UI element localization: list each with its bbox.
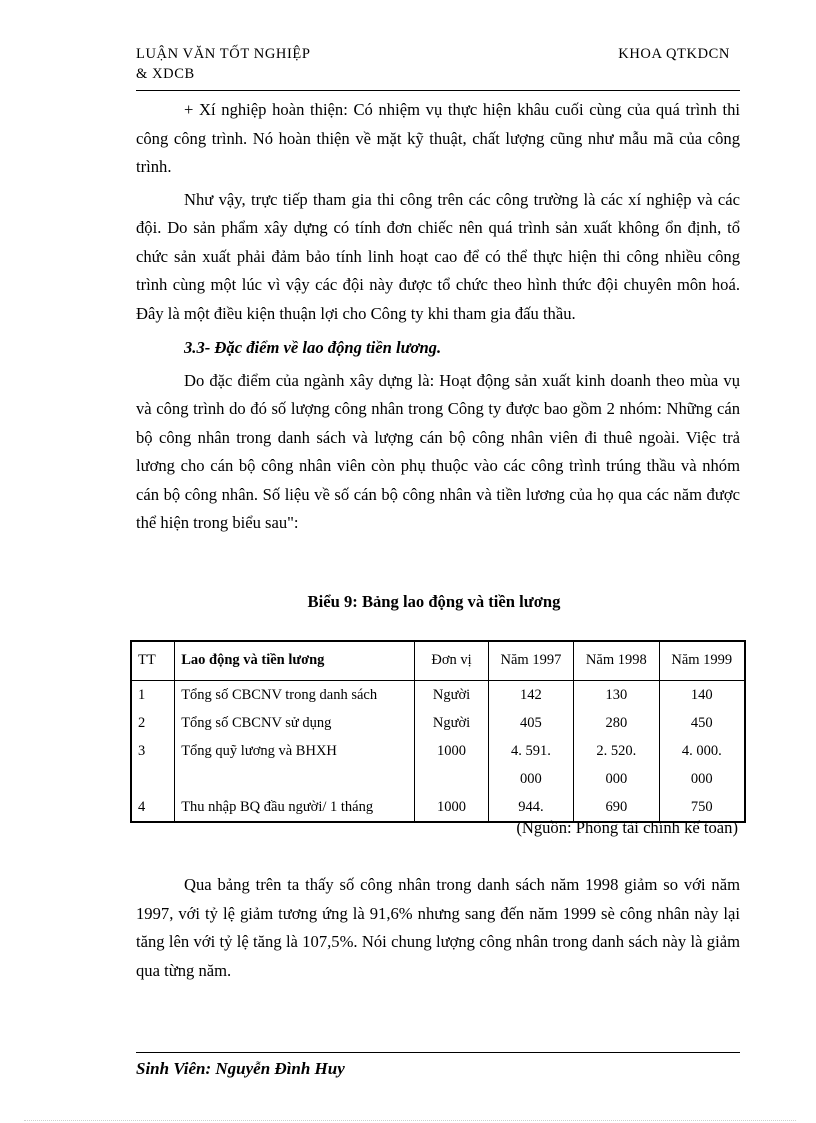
table-cell: 280	[574, 709, 659, 737]
table-cell: 4	[131, 793, 175, 822]
table-caption: Biểu 9: Bảng lao động và tiền lương	[307, 592, 561, 611]
table-header-cell: TT	[131, 641, 175, 681]
header-faculty: KHOA QTKDCN	[618, 46, 730, 62]
table-cell: Tổng số CBCNV sử dụng	[175, 709, 415, 737]
table-cell: 4. 000.	[659, 737, 745, 765]
body-text-after-table	[136, 871, 740, 985]
table-cell: 130	[574, 681, 659, 710]
table-cell: Thu nhập BQ đầu người/ 1 tháng	[175, 793, 415, 822]
footer-divider	[136, 1052, 740, 1053]
header-left	[136, 44, 311, 84]
table-header-cell: Năm 1998	[574, 641, 659, 681]
table-cell: 000	[659, 765, 745, 793]
table-cell: 750	[659, 793, 745, 822]
table-row	[131, 737, 745, 765]
table-cell: 2	[131, 709, 175, 737]
table-cell: 1	[131, 681, 175, 710]
table-cell: 1000	[415, 793, 488, 822]
table-cell: 690	[574, 793, 659, 822]
table-header-cell: Lao động và tiền lương	[175, 641, 415, 681]
body-text	[136, 96, 740, 538]
table-cell: Tổng số CBCNV trong danh sách	[175, 681, 415, 710]
table-row	[131, 681, 745, 710]
section-heading: 3.3- Đặc điểm về lao động tiền lương.	[184, 338, 442, 357]
table-header-cell: Đơn vị	[415, 641, 488, 681]
table-header-row	[131, 641, 745, 681]
labor-salary-table	[130, 640, 746, 823]
table-row	[131, 709, 745, 737]
table-header-cell: Năm 1999	[659, 641, 745, 681]
paragraph-1: + Xí nghiệp hoàn thiện: Có nhiệm vụ thực hiện khâu cuối cùng của quá trình thi công công trình. Nó hoàn thiện về mặt kỹ thuật, chất lượng cũng như mẫu mã của công trình.	[136, 100, 740, 176]
page-header	[136, 44, 740, 94]
table-cell: 140	[659, 681, 745, 710]
page-edge-divider	[24, 1120, 796, 1121]
paragraph-3: Do đặc điểm của ngành xây dựng là: Hoạt động sản xuất kinh doanh theo mùa vụ và công trình do đó số lượng công nhân trong Công ty được bao gồm 2 nhóm: Những cán bộ công nhân trong danh sách và lượng cán bộ công nhân viên đi thuê ngoài. Việc trả lương cho cán bộ công nhân viên còn phụ thuộc vào các công trình trúng thầu và nhóm cán bộ công nhân. Số liệu về số cán bộ công nhân và tiền lương của họ qua các năm được thể hiện trong biểu sau":	[136, 370, 740, 532]
table-header-cell: Năm 1997	[488, 641, 573, 681]
table-cell	[175, 765, 415, 793]
footer-student-name: Sinh Viên: Nguyễn Đình Huy	[136, 1059, 345, 1078]
table-cell	[131, 765, 175, 793]
table-source: (Nguồn: Phòng tài chính kế toán)	[516, 818, 738, 837]
table-cell: 3	[131, 737, 175, 765]
table-cell: 450	[659, 709, 745, 737]
table-cell: 142	[488, 681, 573, 710]
paragraph-2: Như vậy, trực tiếp tham gia thi công trên các công trường là các xí nghiệp và các đội. Do sản phẩm xây dựng có tính đơn chiếc nên quá trình sản xuất không ổn định, tổ chức sản xuất phải đảm bảo tính linh hoạt cao để có thể thực hiện thi công nhiều công trình cùng một lúc vì vậy các đội này được tổ chức theo hình thức đội chuyên môn hoá. Đây là một điều kiện thuận lợi cho Công ty khi tham gia đấu thầu.	[136, 189, 740, 323]
header-divider	[136, 90, 740, 91]
table-cell: 4. 591.	[488, 737, 573, 765]
table-cell: 000	[488, 765, 573, 793]
table-cell: 2. 520.	[574, 737, 659, 765]
table-row	[131, 765, 745, 793]
table-cell: 000	[574, 765, 659, 793]
header-title-line2: & XDCB	[136, 66, 195, 82]
table-cell: 405	[488, 709, 573, 737]
header-title-line1: LUẬN VĂN TỐT NGHIỆP	[136, 46, 311, 62]
table-cell: Tổng quỹ lương và BHXH	[175, 737, 415, 765]
table-cell: Người	[415, 709, 488, 737]
paragraph-4: Qua bảng trên ta thấy số công nhân trong danh sách năm 1998 giảm so với năm 1997, với tỷ lệ giảm tương ứng là 91,6% nhưng sang đến năm 1999 sè công nhân này lại tăng lên với tỷ lệ tăng là 107,5%. Nói chung lượng công nhân trong danh sách này là giảm qua từng năm.	[136, 875, 740, 980]
table-cell: Người	[415, 681, 488, 710]
table-cell	[415, 765, 488, 793]
table-cell: 944.	[488, 793, 573, 822]
table-cell: 1000	[415, 737, 488, 765]
